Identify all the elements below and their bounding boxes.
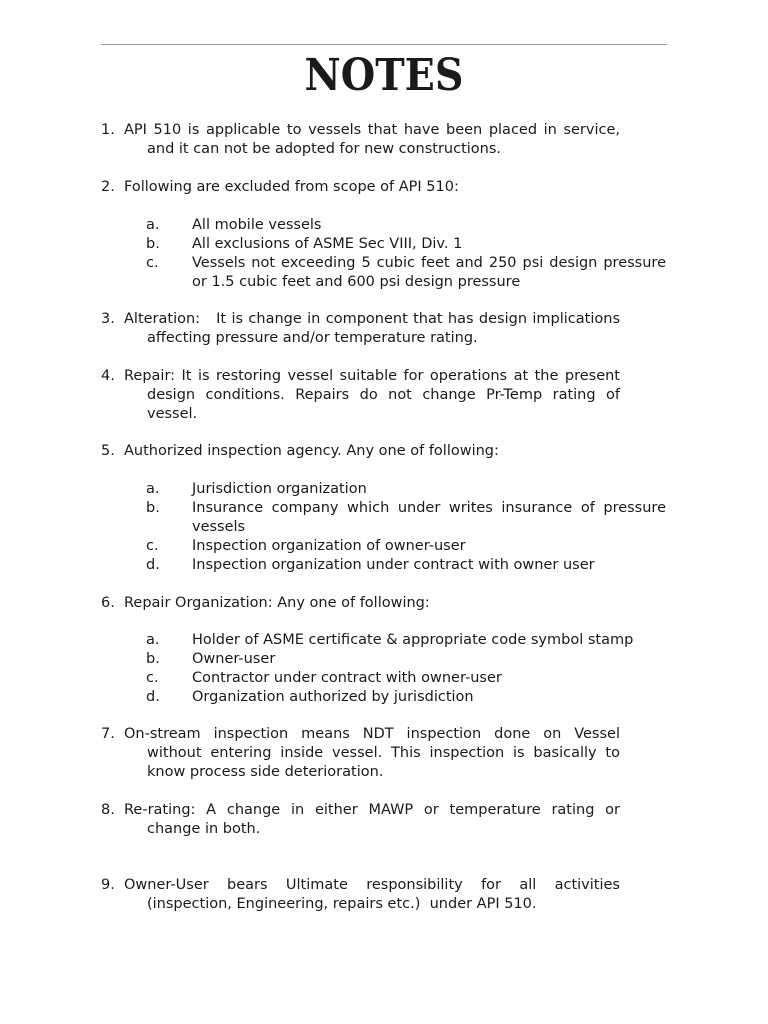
list-item [146,480,666,499]
list-text: Owner-user [192,651,276,667]
page-title: NOTES [304,50,464,101]
note-2-sublist [146,216,666,292]
list-letter: c. [146,670,159,686]
list-item [146,631,666,650]
note-text: On-stream inspection means NDT inspection done on Vessel without entering inside vessel. This inspection is basically to know process side deterioration. [124,726,620,780]
list-item [146,669,666,688]
list-letter: b. [146,236,160,252]
list-item [146,235,666,254]
list-text: Vessels not exceeding 5 cubic feet and 250 psi design pressure or 1.5 cubic feet and 600 psi design pressure [192,255,666,290]
list-letter: c. [146,255,159,271]
note-5 [101,442,620,461]
note-text: Re-rating: A change in either MAWP or temperature rating or change in both. [124,802,620,837]
list-text: Inspection organization under contract with owner user [192,557,595,573]
list-letter: a. [146,217,160,233]
list-letter: c. [146,538,159,554]
note-text: Following are excluded from scope of API 510: [124,179,459,195]
top-rule [101,44,667,45]
note-number: 3. [101,311,115,327]
note-1 [101,121,620,159]
note-7 [101,725,620,782]
note-number: 9. [101,877,115,893]
list-item [146,254,666,292]
note-number: 6. [101,595,115,611]
list-item [146,537,666,556]
note-number: 5. [101,443,115,459]
note-text: Repair: It is restoring vessel suitable for operations at the present design conditions. Repairs do not change Pr-Temp rating of vessel. [124,368,620,422]
note-number: 8. [101,802,115,818]
note-number: 2. [101,179,115,195]
note-9 [101,876,625,914]
list-text: Jurisdiction organization [192,481,367,497]
note-8 [101,801,620,839]
list-text: All mobile vessels [192,217,322,233]
list-text: Inspection organization of owner-user [192,538,466,554]
note-text: Repair Organization: Any one of following: [124,595,430,611]
list-letter: a. [146,632,160,648]
note-text: Alteration: It is change in component that has design implications affecting pressure and/or temperature rating. [124,311,625,346]
note-text: Owner-User bears Ultimate responsibility for all activities (inspection, Engineering, repairs etc.) under API 510. [124,877,625,912]
note-6 [101,594,620,613]
note-number: 7. [101,726,115,742]
list-item [146,650,666,669]
list-letter: b. [146,651,160,667]
note-number: 1. [101,122,115,138]
list-item [146,688,666,707]
list-item [146,556,666,575]
list-text: Organization authorized by jurisdiction [192,689,474,705]
note-5-sublist [146,480,666,575]
list-letter: b. [146,500,160,516]
list-item [146,499,666,537]
note-text: API 510 is applicable to vessels that have been placed in service, and it can not be adopted for new constructions. [124,122,620,157]
note-4 [101,367,620,424]
note-number: 4. [101,368,115,384]
list-text: Insurance company which under writes insurance of pressure vessels [192,500,666,535]
list-letter: a. [146,481,160,497]
list-letter: d. [146,689,160,705]
note-6-sublist [146,631,666,707]
list-text: Contractor under contract with owner-user [192,670,502,686]
list-text: Holder of ASME certificate & appropriate code symbol stamp [192,632,634,648]
note-text: Authorized inspection agency. Any one of following: [124,443,499,459]
list-item [146,216,666,235]
list-letter: d. [146,557,160,573]
note-3 [101,310,625,348]
list-text: All exclusions of ASME Sec VIII, Div. 1 [192,236,463,252]
note-2 [101,178,620,197]
